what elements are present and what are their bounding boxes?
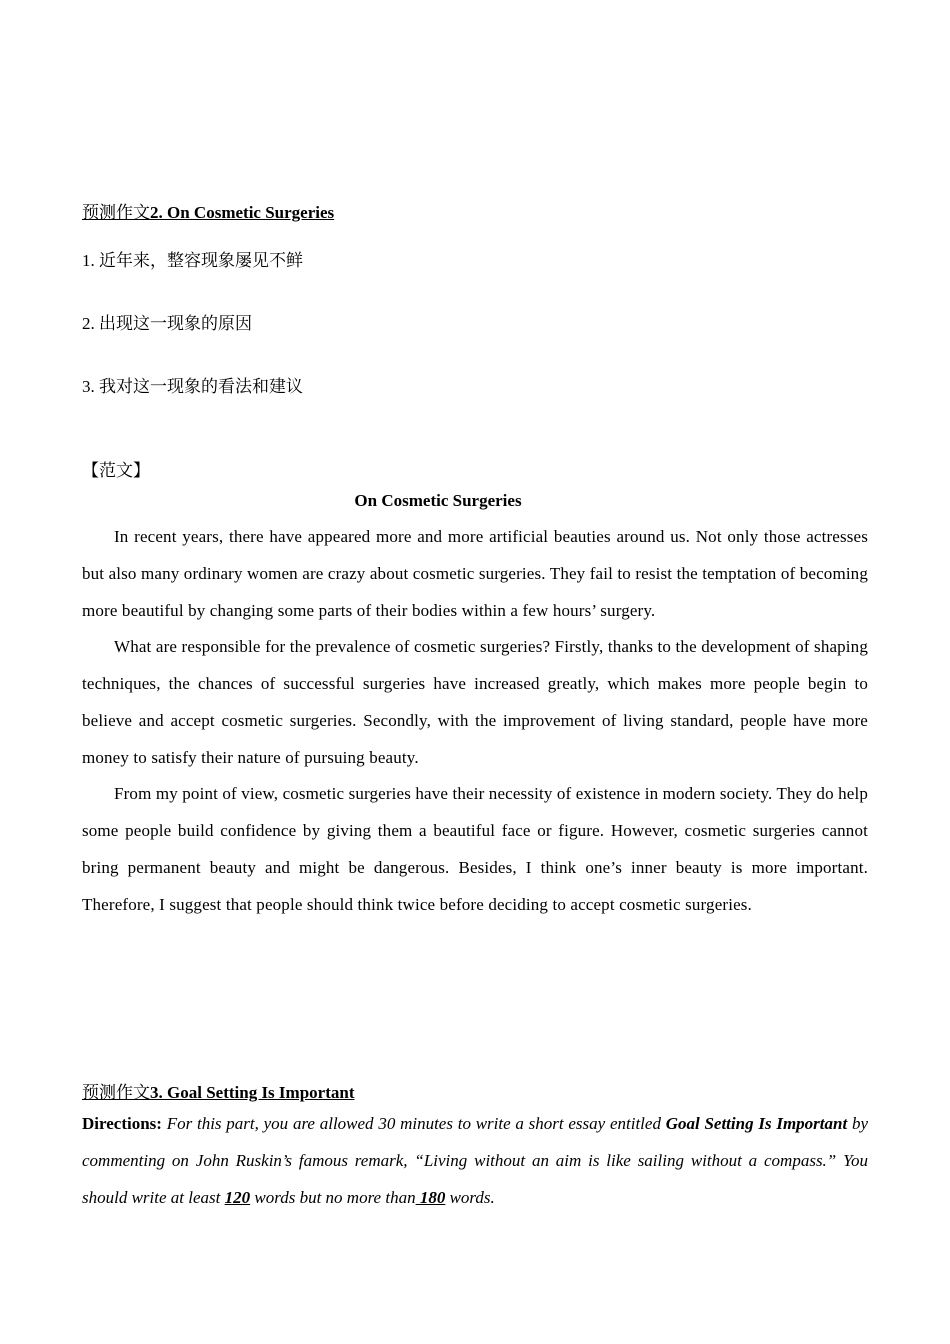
essay-paragraph: What are responsible for the prevalence of cosmetic surgeries? Firstly, thanks to the development of shaping techniques, the chances of successful surgeries have increased greatly, which makes more people begin to believe and accept cosmetic surgeries. Secondly, with the improvement of living standard, people have more money to satisfy their nature of pursuing beauty. — [82, 637, 868, 767]
heading-essay-3 — [82, 1078, 354, 1103]
min-words: 120 — [224, 1188, 251, 1207]
outline-point-1: 1. 近年来，整容现象屡见不鲜 — [82, 251, 303, 271]
essay-topic: Goal Setting Is Important — [665, 1114, 848, 1133]
heading-prefix: 预测作文 — [82, 1083, 150, 1103]
essay-body — [82, 518, 868, 923]
essay-title: On Cosmetic Surgeries — [354, 491, 522, 510]
heading-text: 2. On Cosmetic Surgeries — [150, 203, 335, 222]
essay-paragraph: From my point of view, cosmetic surgeries have their necessity of existence in modern society. They do help some people build confidence by giving them a beautiful face or figure. However, cosmetic surgeries cannot bring permanent beauty and might be dangerous. Besides, I think one’s inner beauty is more important. Therefore, I suggest that people should think twice before deciding to accept cosmetic surgeries. — [82, 784, 868, 914]
heading-prefix: 预测作文 — [82, 203, 150, 223]
heading-essay-2 — [82, 198, 334, 223]
sample-essay-label: 【范文】 — [82, 461, 150, 481]
heading-text: 3. Goal Setting Is Important — [150, 1083, 355, 1102]
max-words: 180 — [415, 1188, 446, 1207]
directions-text: Directions: For this part, you are allowed 30 minutes to write a short essay entitled Goal Setting Is Important by commenting on John Ruskin’s famous remark, “Living without an aim is like sailing without a compass.” You should write at least 120 words but no more than 180 words. — [82, 1114, 869, 1207]
outline-point-3: 3. 我对这一现象的看法和建议 — [82, 377, 303, 397]
outline-point-2: 2. 出现这一现象的原因 — [82, 314, 252, 334]
directions-label: Directions: — [82, 1114, 162, 1133]
essay-paragraph: In recent years, there have appeared more and more artificial beauties around us. Not only those actresses but also many ordinary women are crazy about cosmetic surgeries. They fail to resist the temptation of becoming more beautiful by changing some parts of their bodies within a few hours’ surgery. — [82, 527, 868, 620]
